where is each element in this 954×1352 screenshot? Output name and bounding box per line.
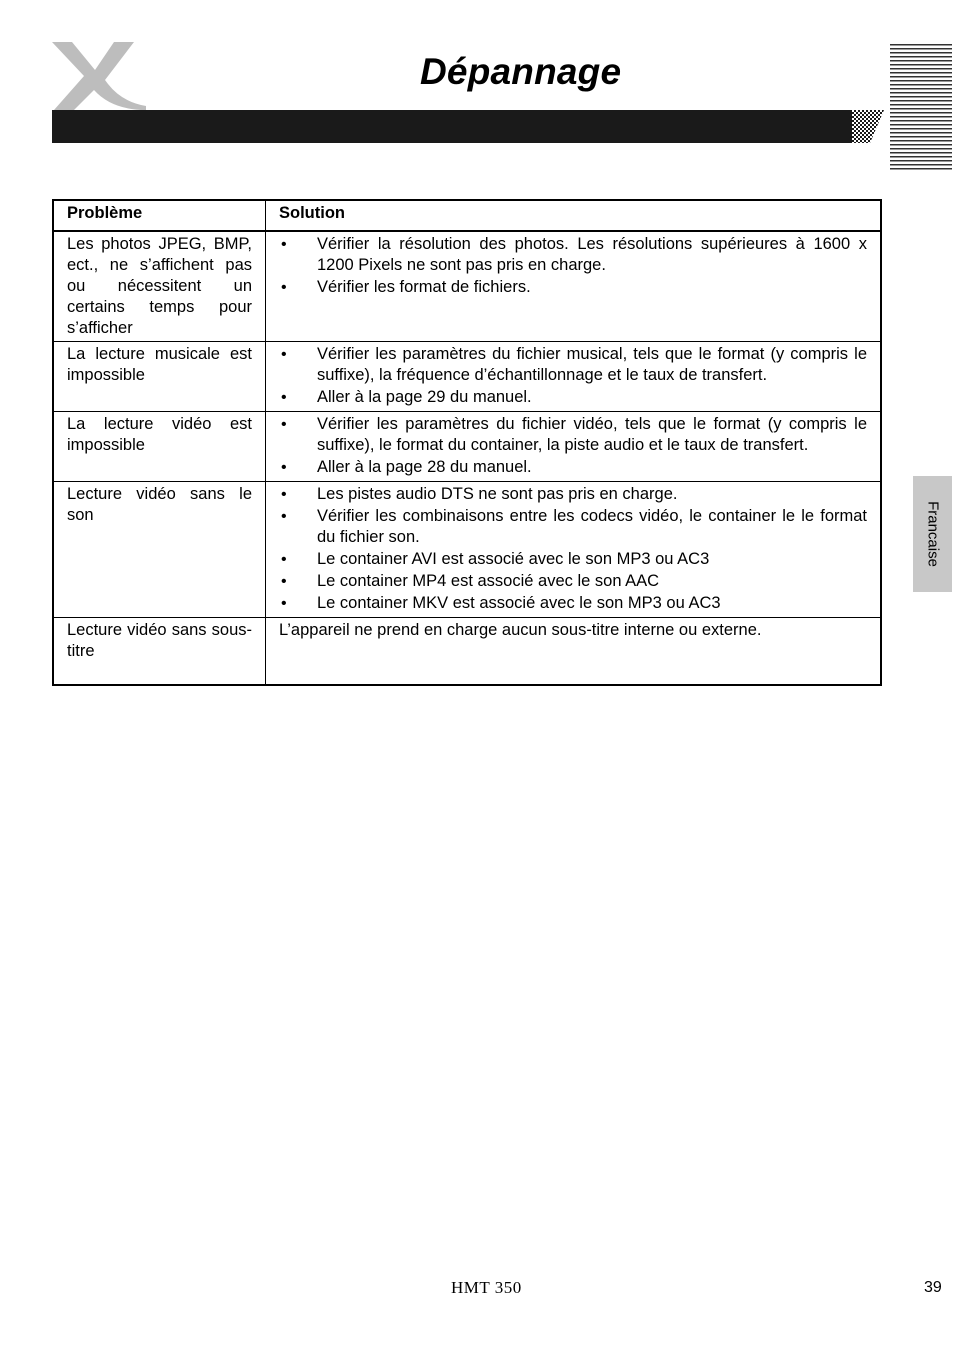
solution-item: • Vérifier les format de fichiers. [279,277,867,298]
solution-cell: L’appareil ne prend en charge aucun sous-titre interne ou externe. [266,618,882,686]
problem-cell: Les photos JPEG, BMP, ect., ne s’affichent pas ou nécessitent un certains temps pour s’afficher [53,231,266,342]
solution-item: • Le container AVI est associé avec le son MP3 ou AC3 [279,549,867,570]
solution-cell [266,231,882,342]
table-row [53,412,881,482]
solution-item: • Vérifier les paramètres du fichier vidéo, tels que le format (y compris le suffixe), le format du container, la piste audio et le taux de transfert. [279,414,867,456]
problem-cell: Lecture vidéo sans sous-titre [53,618,266,686]
solution-item: • Aller à la page 28 du manuel. [279,457,867,478]
header-bar [52,110,852,143]
troubleshooting-table [52,199,882,686]
solution-list [279,414,867,478]
language-side-tab [913,476,952,592]
header-bar-dot-pattern [838,110,884,143]
problem-cell: Lecture vidéo sans le son [53,482,266,618]
table-row [53,618,881,686]
solution-cell [266,342,882,412]
footer-model-name: HMT 350 [451,1278,522,1297]
solution-cell [266,482,882,618]
solution-item: • Aller à la page 29 du manuel. [279,387,867,408]
problem-cell: La lecture musicale est impossible [53,342,266,412]
page-number: 39 [924,1279,942,1296]
decorative-stripes [890,44,952,172]
page-title: Dépannage [420,51,622,92]
header-problem: Problème [53,200,266,231]
solution-item: • Le container MKV est associé avec le son MP3 ou AC3 [279,593,867,614]
language-tab-label: Francaise [924,501,941,567]
table-row [53,231,881,342]
solution-item: • Vérifier les combinaisons entre les codecs vidéo, le container le le format du fichier son. [279,506,867,548]
table-row [53,342,881,412]
solution-list [279,234,867,298]
solution-item: • Vérifier la résolution des photos. Les résolutions supérieures à 1600 x 1200 Pixels ne sont pas pris en charge. [279,234,867,276]
solution-list [279,484,867,614]
solution-list [279,344,867,408]
problem-cell: La lecture vidéo est impossible [53,412,266,482]
table-header-row [53,200,881,231]
solution-item: • Les pistes audio DTS ne sont pas pris en charge. [279,484,867,505]
solution-item: • Le container MP4 est associé avec le son AAC [279,571,867,592]
brand-logo-x-icon [50,40,150,110]
solution-cell [266,412,882,482]
solution-item: • Vérifier les paramètres du fichier musical, tels que le format (y compris le suffixe), la fréquence d’échantillonnage et le taux de transfert. [279,344,867,386]
header-solution: Solution [266,200,882,231]
table-row [53,482,881,618]
